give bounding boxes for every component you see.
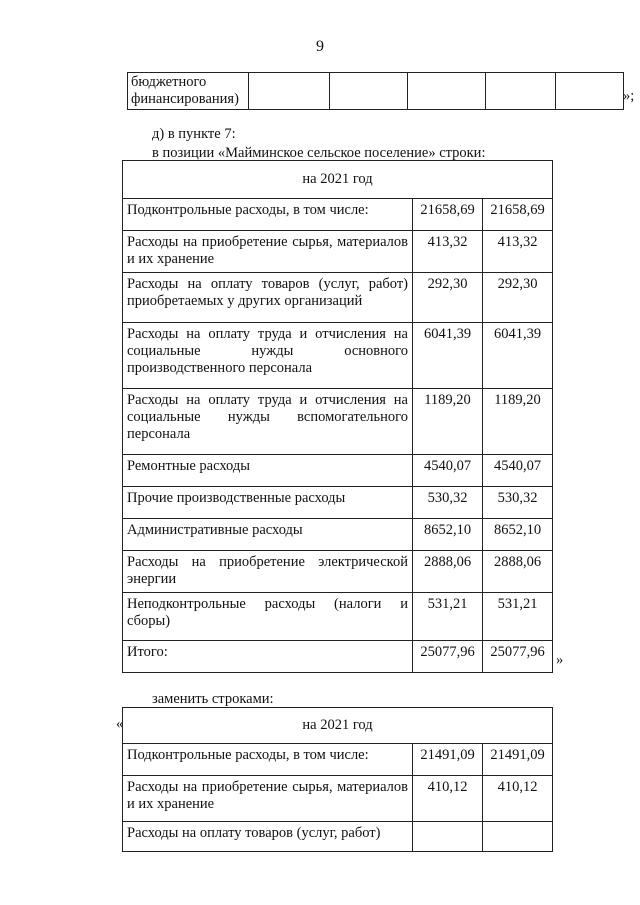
row-label: Подконтрольные расходы, в том числе:	[123, 744, 413, 776]
table-body	[123, 744, 553, 852]
row-value-1: 21491,09	[413, 744, 483, 776]
section-item: д) в пункте 7:	[152, 126, 236, 142]
label-line: бюджетного	[131, 74, 207, 90]
closing-quote: »	[556, 652, 564, 668]
table-row	[123, 231, 553, 273]
row-value-2: 410,12	[483, 776, 553, 822]
table-cell	[330, 73, 408, 110]
row-label: Ремонтные расходы	[123, 455, 413, 487]
row-value-2: 413,32	[483, 231, 553, 273]
table-row	[123, 323, 553, 389]
row-value-2: 21658,69	[483, 199, 553, 231]
table-cell	[249, 73, 330, 110]
table-header-row	[123, 708, 553, 744]
table-row	[123, 389, 553, 455]
costs-table-new	[122, 707, 553, 852]
row-value-2: 21491,09	[483, 744, 553, 776]
table-row	[123, 776, 553, 822]
row-value-1: 25077,96	[413, 641, 483, 673]
row-value-2: 4540,07	[483, 455, 553, 487]
row-value-2: 25077,96	[483, 641, 553, 673]
row-value-1: 1189,20	[413, 389, 483, 455]
row-value-2: 2888,06	[483, 551, 553, 593]
position-text: в позиции «Майминское сельское поселение» строки:	[152, 145, 486, 161]
page-number: 9	[316, 38, 324, 55]
row-value-1: 2888,06	[413, 551, 483, 593]
table-body	[123, 199, 553, 673]
row-value-2	[483, 822, 553, 852]
opening-quote: «	[116, 716, 124, 732]
table-cell	[486, 73, 556, 110]
row-value-1: 6041,39	[413, 323, 483, 389]
label-line: финансирования)	[131, 91, 239, 107]
row-value-1: 410,12	[413, 776, 483, 822]
row-value-2: 6041,39	[483, 323, 553, 389]
table-cell-label	[128, 73, 249, 110]
row-label: Расходы на приобретение сырья, материалов и их хранение	[123, 776, 413, 822]
table-row	[123, 199, 553, 231]
table-row	[123, 519, 553, 551]
row-label: Прочие производственные расходы	[123, 487, 413, 519]
replace-text: заменить строками:	[152, 691, 274, 707]
row-label: Расходы на приобретение электрической энергии	[123, 551, 413, 593]
table-cell	[556, 73, 624, 110]
row-value-2: 531,21	[483, 593, 553, 641]
table-header: на 2021 год	[123, 708, 553, 744]
row-label: Неподконтрольные расходы (налоги и сборы)	[123, 593, 413, 641]
table-row	[123, 455, 553, 487]
table-row	[123, 273, 553, 323]
top-table-fragment	[127, 72, 624, 110]
table-cell	[408, 73, 486, 110]
row-label: Расходы на оплату труда и отчисления на социальные нужды вспомогательного персонала	[123, 389, 413, 455]
row-value-1: 4540,07	[413, 455, 483, 487]
row-label: Итого:	[123, 641, 413, 673]
row-value-2: 292,30	[483, 273, 553, 323]
row-label: Расходы на оплату товаров (услуг, работ)	[123, 822, 413, 852]
row-label: Расходы на оплату труда и отчисления на социальные нужды основного производственного персонала	[123, 323, 413, 389]
table-row	[123, 641, 553, 673]
row-label: Расходы на оплату товаров (услуг, работ) приобретаемых у других организаций	[123, 273, 413, 323]
row-label: Расходы на приобретение сырья, материалов и их хранение	[123, 231, 413, 273]
row-value-1: 531,21	[413, 593, 483, 641]
costs-table-old	[122, 160, 553, 673]
table-header-row	[123, 161, 553, 199]
row-label: Подконтрольные расходы, в том числе:	[123, 199, 413, 231]
table-row	[128, 73, 624, 110]
table-header: на 2021 год	[123, 161, 553, 199]
table-row	[123, 822, 553, 852]
table-row	[123, 744, 553, 776]
table-row	[123, 551, 553, 593]
row-value-1: 21658,69	[413, 199, 483, 231]
table-row	[123, 593, 553, 641]
row-value-2: 8652,10	[483, 519, 553, 551]
table-row	[123, 487, 553, 519]
row-value-1: 530,32	[413, 487, 483, 519]
closing-quote: »;	[623, 88, 635, 104]
row-value-1: 8652,10	[413, 519, 483, 551]
row-value-2: 530,32	[483, 487, 553, 519]
row-label: Административные расходы	[123, 519, 413, 551]
row-value-1: 292,30	[413, 273, 483, 323]
row-value-2: 1189,20	[483, 389, 553, 455]
row-value-1	[413, 822, 483, 852]
row-value-1: 413,32	[413, 231, 483, 273]
